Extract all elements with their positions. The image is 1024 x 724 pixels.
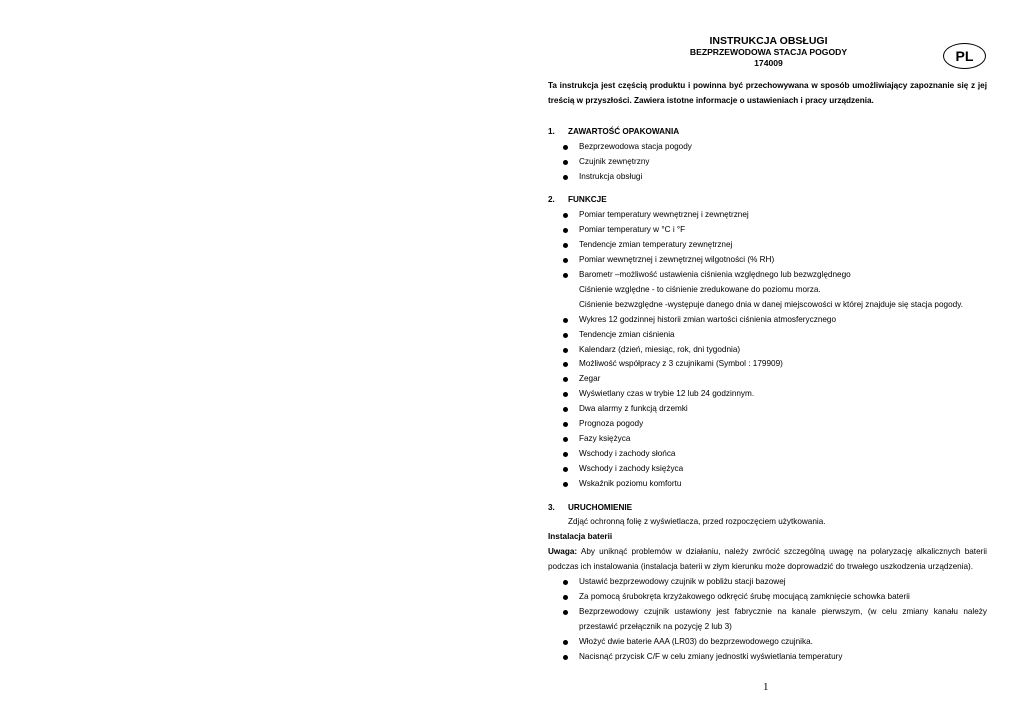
list-item [548, 208, 987, 223]
list-item [548, 357, 987, 372]
list-item [548, 402, 987, 417]
bullet-icon [563, 392, 568, 397]
list-item-text: Czujnik zewnętrzny [579, 156, 650, 166]
list-item [548, 575, 987, 590]
section-3-heading [548, 501, 987, 516]
list-item-text: Zegar [579, 374, 601, 384]
list-item-text: Kalendarz (dzień, miesiąc, rok, dni tygodnia) [579, 344, 741, 354]
features-list-continued [548, 313, 987, 492]
package-contents-list [548, 140, 987, 185]
list-item [548, 605, 987, 635]
list-item-text: Instrukcja obsługi [579, 171, 643, 181]
bullet-icon [563, 377, 568, 382]
bullet-icon [563, 145, 568, 150]
section-1-heading [548, 125, 987, 140]
list-item-text: Fazy księżyca [579, 433, 631, 443]
list-item [548, 650, 987, 665]
bullet-icon [563, 655, 568, 660]
list-item [548, 447, 987, 462]
list-item-text: Bezprzewodowy czujnik ustawiony jest fabrycznie na kanale pierwszym, (w celu zmiany kanału należy przestawić przełącznik na pozycję 2 lub 3) [579, 606, 987, 631]
list-item [548, 238, 987, 253]
list-item [548, 170, 987, 185]
bullet-icon [563, 362, 568, 367]
list-item-text: Za pomocą śrubokręta krzyżakowego odkręcić śrubę mocującą zamknięcie schowka baterii [579, 592, 910, 601]
barometer-note-relative: Ciśnienie względne - to ciśnienie zredukowane do poziomu morza. [579, 284, 821, 294]
list-item-text: Ustawić bezprzewodowy czujnik w pobliżu stacji bazowej [579, 577, 786, 587]
bullet-icon [563, 422, 568, 427]
bullet-icon [563, 333, 568, 338]
warning-label: Uwaga: [548, 547, 578, 557]
bullet-icon [563, 273, 568, 278]
list-item [548, 477, 987, 492]
bullet-icon [563, 160, 568, 165]
list-item [548, 343, 987, 358]
list-item-text: Pomiar temperatury w °C i °F [579, 225, 686, 235]
list-item-text: Nacisnąć przycisk C/F w celu zmiany jednostki wyświetlania temperatury [579, 651, 843, 661]
list-item [548, 635, 987, 650]
list-item-text: Wyświetlany czas w trybie 12 lub 24 godzinnym. [579, 389, 755, 399]
list-item-text: Dwa alarmy z funkcją drzemki [579, 404, 688, 414]
bullet-icon [563, 482, 568, 487]
bullet-icon [563, 175, 568, 180]
section-number: 1. [548, 126, 555, 136]
list-item [548, 372, 987, 387]
section-number: 3. [548, 502, 555, 512]
list-item-text: Tendencje zmian ciśnienia [579, 329, 675, 339]
list-item [548, 462, 987, 477]
bullet-icon [563, 610, 568, 615]
startup-instruction: Zdjąć ochronną folię z wyświetlacza, przed rozpoczęciem użytkowania. [568, 517, 826, 527]
section-title: URUCHOMIENIE [568, 502, 633, 512]
product-code: 174009 [754, 58, 783, 68]
bullet-icon [563, 640, 568, 645]
bullet-icon [563, 580, 568, 585]
battery-warning [548, 545, 987, 575]
barometer-note-absolute: Ciśnienie bezwzględne -występuje danego dnia w danej miejscowości w której znajduje się stacja pogody. [579, 299, 963, 309]
list-item [548, 328, 987, 343]
features-list [548, 208, 987, 283]
list-item [548, 268, 987, 283]
battery-steps-list [548, 575, 987, 664]
list-item [548, 253, 987, 268]
bullet-icon [563, 258, 568, 263]
list-item-text: Wschody i zachody słońca [579, 448, 676, 458]
bullet-icon [563, 243, 568, 248]
document-subtitle: BEZPRZEWODOWA STACJA POGODY [689, 47, 848, 57]
list-item-text: Wskaźnik poziomu komfortu [579, 478, 682, 488]
list-item-text: Możliwość współpracy z 3 czujnikami (Symbol : 179909) [579, 359, 783, 369]
list-item [548, 140, 987, 155]
bullet-icon [563, 407, 568, 412]
list-item-text: Wykres 12 godzinnej historii zmian wartości ciśnienia atmosferycznego [579, 314, 837, 324]
list-item-text: Bezprzewodowa stacja pogody [579, 141, 692, 151]
list-item [548, 155, 987, 170]
list-item [548, 387, 987, 402]
document-title: INSTRUKCJA OBSŁUGI [709, 35, 828, 47]
bullet-icon [563, 348, 568, 353]
intro-paragraph: Ta instrukcja jest częścią produktu i powinna być przechowywana w sposób umożliwiający zapoznanie się z jej treścią w przyszłości. Zawiera istotne informacje o ustawieniach i pracy urządzenia. [548, 81, 987, 105]
list-item-text: Prognoza pogody [579, 419, 644, 429]
list-item [548, 223, 987, 238]
list-item-text: Tendencje zmian temperatury zewnętrznej [579, 240, 733, 250]
document-header [548, 36, 987, 69]
list-item [548, 313, 987, 328]
content-column [548, 36, 987, 665]
list-item [548, 432, 987, 447]
bullet-icon [563, 452, 568, 457]
bullet-icon [563, 213, 568, 218]
battery-installation-heading: Instalacja baterii [548, 532, 613, 542]
section-title: FUNKCJE [568, 195, 607, 205]
section-title: ZAWARTOŚĆ OPAKOWANIA [568, 126, 680, 136]
page-number: 1 [763, 681, 769, 693]
bullet-icon [563, 228, 568, 233]
list-item [548, 590, 987, 605]
list-item-text: Wschody i zachody księżyca [579, 463, 684, 473]
list-item [548, 417, 987, 432]
section-number: 2. [548, 195, 555, 205]
list-item-text: Pomiar temperatury wewnętrznej i zewnętrznej [579, 210, 749, 220]
warning-text: Aby uniknąć problemów w działaniu, należy zwrócić szczególną uwagę na polaryzację alkalicznych baterii podczas ich instalowania (instalacja baterii w złym kierunku może doprowadzić do trwałego uszkodzenia urządzenia). [548, 547, 987, 572]
bullet-icon [563, 318, 568, 323]
bullet-icon [563, 595, 568, 600]
language-badge: PL [943, 43, 986, 69]
bullet-icon [563, 437, 568, 442]
bullet-icon [563, 467, 568, 472]
list-item-text: Barometr –możliwość ustawienia ciśnienia względnego lub bezwzględnego [579, 269, 851, 279]
list-item-text: Pomiar wewnętrznej i zewnętrznej wilgotności (% RH) [579, 255, 775, 265]
list-item-text: Włożyć dwie baterie AAA (LR03) do bezprzewodowego czujnika. [579, 636, 813, 646]
section-2-heading [548, 193, 987, 208]
